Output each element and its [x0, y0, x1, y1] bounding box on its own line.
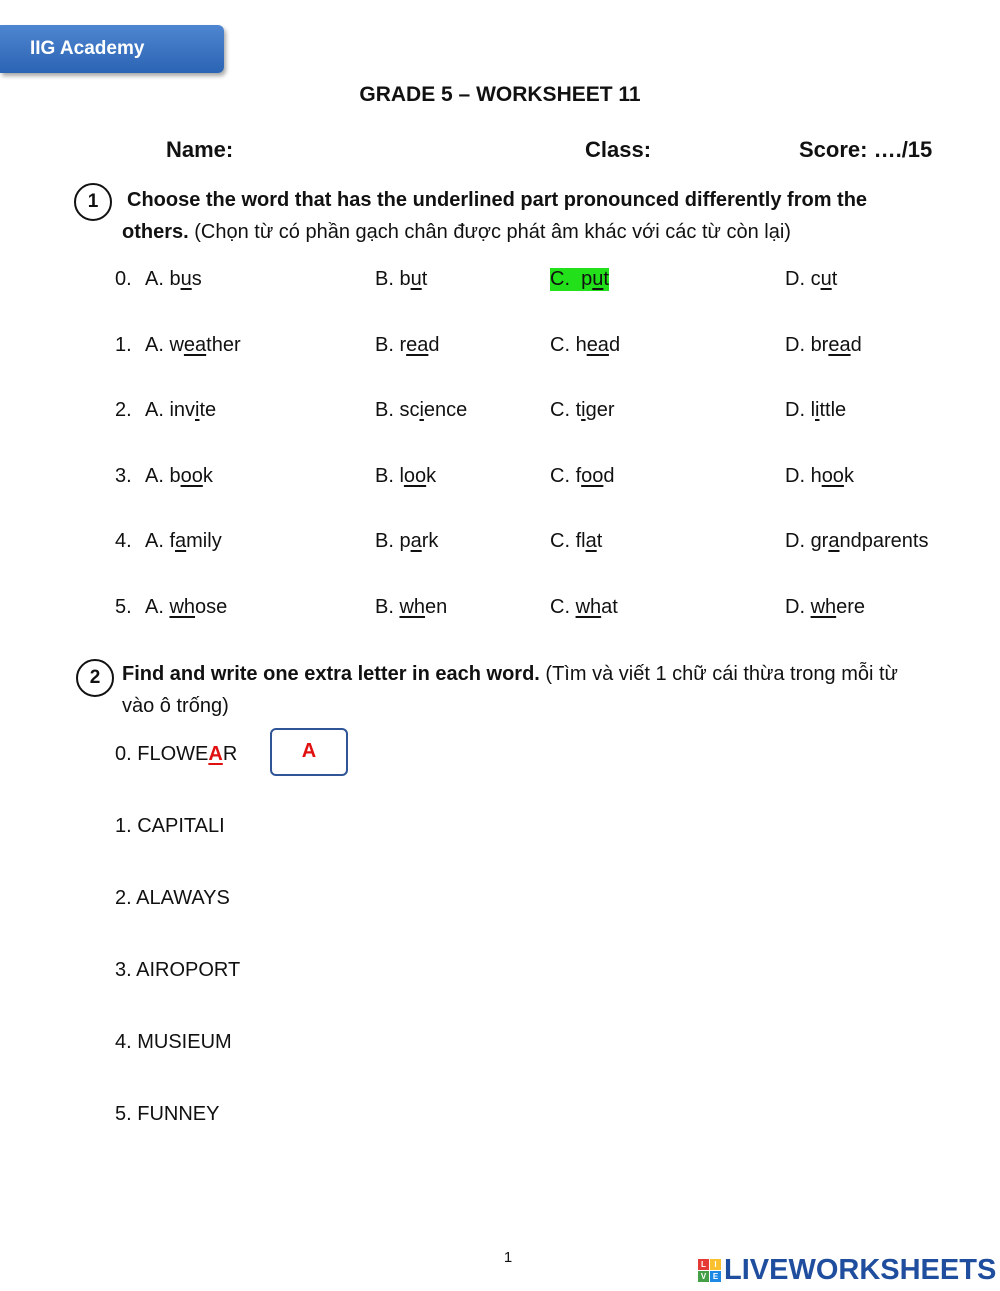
word-pre: b: [399, 268, 411, 290]
option-a[interactable]: [145, 334, 241, 357]
option-c[interactable]: [550, 268, 609, 291]
word-pre: sc: [399, 399, 420, 421]
score-label: Score: …./15: [799, 137, 933, 162]
extra-letter-word-5: 5. FUNNEY: [115, 1103, 220, 1125]
page-number: 1: [503, 1249, 513, 1266]
option-d[interactable]: [785, 465, 854, 488]
word-pre: l: [399, 465, 404, 487]
underlined-part: u: [592, 268, 604, 290]
option-label: D.: [785, 268, 811, 290]
question-row-0: [0, 268, 1000, 298]
option-label: B.: [375, 465, 400, 487]
example-word-post: R: [222, 743, 238, 765]
underlined-part: ea: [406, 334, 429, 356]
option-label: A.: [145, 268, 170, 290]
underlined-part: u: [180, 268, 192, 290]
word-post: rk: [421, 530, 439, 552]
option-d[interactable]: [785, 530, 928, 553]
question-row-2: [0, 399, 1000, 429]
word-post: mily: [186, 530, 222, 552]
word-post: d: [603, 465, 615, 487]
word-pre: f: [169, 530, 176, 552]
example-extra-letter: A: [208, 743, 223, 765]
option-label: D.: [785, 530, 811, 552]
option-d[interactable]: [785, 596, 865, 619]
word-post: s: [191, 268, 202, 290]
option-b[interactable]: [375, 268, 427, 291]
option-label: C.: [550, 268, 582, 290]
word-post: ere: [836, 596, 866, 618]
word-post: at: [601, 596, 618, 618]
option-a[interactable]: [145, 530, 222, 553]
option-label: C.: [550, 530, 576, 552]
section-1-instruction-line2: others.: [122, 221, 189, 243]
option-a[interactable]: [145, 399, 216, 422]
option-label: D.: [785, 596, 811, 618]
option-c[interactable]: [550, 596, 618, 619]
underlined-part: oo: [821, 465, 844, 487]
question-row-5: [0, 596, 1000, 626]
option-label: A.: [145, 596, 170, 618]
underlined-part: wh: [575, 596, 602, 618]
option-label: B.: [375, 530, 400, 552]
logo-letter-l: L: [698, 1259, 709, 1270]
word-post: k: [202, 465, 213, 487]
logo-letter-e: E: [710, 1271, 721, 1282]
word-post: te: [199, 399, 217, 421]
section-1-instruction-note: (Chọn từ có phần gạch chân được phát âm khác với các từ còn lại): [188, 221, 791, 243]
section-2-number: 2: [76, 659, 114, 697]
word-post: t: [421, 268, 428, 290]
word-pre: inv: [169, 399, 196, 421]
word-pre: br: [810, 334, 829, 356]
word-post: ger: [585, 399, 615, 421]
underlined-part: oo: [180, 465, 203, 487]
question-number: 1.: [115, 334, 132, 356]
underlined-part: i: [195, 399, 200, 421]
word-pre: r: [399, 334, 407, 356]
option-label: D.: [785, 465, 811, 487]
liveworksheets-logo: [698, 1255, 996, 1285]
underlined-part: u: [820, 268, 832, 290]
question-number: 2.: [115, 399, 132, 421]
option-a[interactable]: [145, 465, 213, 488]
option-label: B.: [375, 596, 400, 618]
option-label: C.: [550, 465, 576, 487]
underlined-part: oo: [581, 465, 604, 487]
option-a[interactable]: [145, 596, 227, 619]
word-post: t: [596, 530, 603, 552]
option-c[interactable]: [550, 399, 614, 422]
word-post: ttle: [819, 399, 847, 421]
underlined-part: wh: [399, 596, 426, 618]
question-row-4: [0, 530, 1000, 560]
option-b[interactable]: [375, 465, 436, 488]
word-pre: gr: [810, 530, 829, 552]
word-post: k: [843, 465, 854, 487]
question-number: 4.: [115, 530, 132, 552]
underlined-part: wh: [810, 596, 837, 618]
extra-letter-word-1: 1. CAPITALI: [115, 815, 225, 837]
section-1-instruction: [122, 184, 942, 248]
underlined-part: a: [175, 530, 187, 552]
example-word-pre: 0. FLOWE: [115, 743, 209, 765]
iig-academy-banner: IIG Academy: [0, 25, 224, 73]
word-post: d: [428, 334, 440, 356]
underlined-part: ea: [828, 334, 851, 356]
word-pre: f: [575, 465, 582, 487]
class-label: Class:: [585, 137, 652, 162]
section-2-instruction-note2: vào ô trống): [122, 695, 229, 717]
word-pre: fl: [575, 530, 586, 552]
option-label: A.: [145, 399, 170, 421]
underlined-part: wh: [169, 596, 196, 618]
word-post: ndparents: [839, 530, 929, 552]
section-1-instruction-line1: Choose the word that has the underlined part pronounced differently from the: [127, 189, 868, 211]
option-d[interactable]: [785, 334, 862, 357]
example-answer-box[interactable]: A: [270, 728, 348, 776]
option-c[interactable]: [550, 334, 620, 357]
section-2-instruction-bold: Find and write one extra letter in each word.: [122, 663, 540, 685]
option-b[interactable]: [375, 399, 467, 422]
logo-grid-icon: [698, 1259, 721, 1282]
option-label: D.: [785, 334, 811, 356]
question-number: 5.: [115, 596, 132, 618]
option-c[interactable]: [550, 465, 615, 488]
logo-letter-v: V: [698, 1271, 709, 1282]
option-a[interactable]: [145, 268, 202, 291]
name-label: Name:: [166, 137, 234, 162]
word-post: ose: [195, 596, 228, 618]
logo-letter-i: I: [710, 1259, 721, 1270]
option-label: C.: [550, 399, 576, 421]
word-post: en: [425, 596, 448, 618]
underlined-part: a: [828, 530, 840, 552]
worksheet-title: GRADE 5 – WORKSHEET 11: [359, 83, 641, 106]
underlined-part: i: [419, 399, 424, 421]
word-post: k: [426, 465, 437, 487]
word-post: ence: [423, 399, 468, 421]
example-word: [115, 743, 237, 766]
option-d[interactable]: [785, 399, 846, 422]
extra-letter-word-4: 4. MUSIEUM: [115, 1031, 232, 1053]
word-pre: t: [575, 399, 582, 421]
underlined-part: a: [410, 530, 422, 552]
option-label: C.: [550, 334, 576, 356]
word-pre: b: [169, 268, 181, 290]
word-post: t: [603, 268, 609, 290]
question-number: 0.: [115, 268, 132, 290]
option-label: B.: [375, 268, 400, 290]
option-label: D.: [785, 399, 811, 421]
word-post: ther: [206, 334, 241, 356]
word-pre: w: [169, 334, 184, 356]
underlined-part: a: [585, 530, 597, 552]
word-post: d: [608, 334, 621, 356]
word-pre: p: [399, 530, 411, 552]
section-2-instruction: [122, 658, 942, 722]
underlined-part: ea: [183, 334, 207, 356]
underlined-part: i: [581, 399, 586, 421]
word-pre: h: [810, 465, 822, 487]
section-1-number: 1: [74, 183, 112, 221]
option-d[interactable]: [785, 268, 837, 291]
word-pre: h: [575, 334, 587, 356]
option-label: A.: [145, 334, 170, 356]
option-label: B.: [375, 399, 400, 421]
logo-text: LIVEWORKSHEETS: [724, 1253, 997, 1286]
extra-letter-word-2: 2. ALAWAYS: [115, 887, 230, 909]
option-b[interactable]: [375, 596, 447, 619]
question-row-3: [0, 465, 1000, 495]
extra-letter-word-3: 3. AIROPORT: [115, 959, 241, 981]
option-c[interactable]: [550, 530, 602, 553]
option-b[interactable]: [375, 334, 440, 357]
option-label: B.: [375, 334, 400, 356]
question-number: 3.: [115, 465, 132, 487]
question-row-1: [0, 334, 1000, 364]
option-b[interactable]: [375, 530, 438, 553]
word-pre: l: [810, 399, 816, 421]
word-post: d: [850, 334, 862, 356]
section-2-instruction-note: (Tìm và viết 1 chữ cái thừa trong mỗi từ: [539, 663, 898, 685]
word-pre: p: [581, 268, 593, 290]
option-label: C.: [550, 596, 576, 618]
underlined-part: i: [815, 399, 820, 421]
word-pre: c: [810, 268, 821, 290]
option-label: A.: [145, 530, 170, 552]
word-pre: b: [169, 465, 181, 487]
underlined-part: u: [410, 268, 422, 290]
underlined-part: ea: [586, 334, 609, 356]
word-post: t: [831, 268, 838, 290]
option-label: A.: [145, 465, 170, 487]
underlined-part: oo: [403, 465, 427, 487]
